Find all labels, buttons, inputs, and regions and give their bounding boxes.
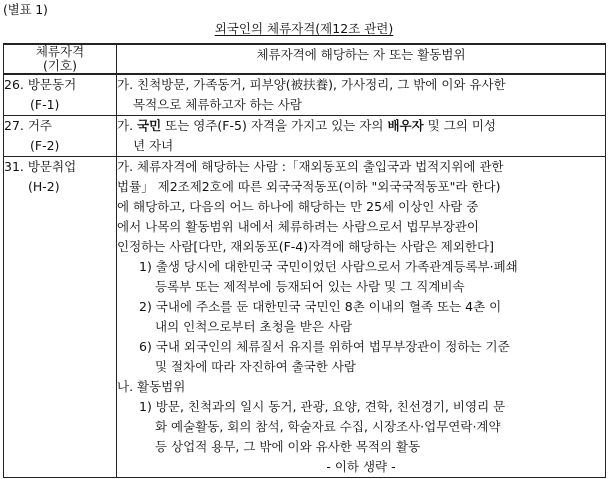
status-cell-31 — [4, 157, 117, 478]
document-title — [0, 19, 608, 37]
scope-26-line2: 목적으로 체류하고자 하는 사람 — [133, 97, 302, 112]
table-row-26 — [4, 74, 606, 116]
annex-label: (별표 1) — [3, 2, 48, 17]
table-row-27 — [4, 116, 606, 157]
scope-cell-31 — [117, 157, 606, 478]
scope-31-item6-line1: 6) 국내 외국인의 체류질서 유지를 위하여 법무부장관이 정하는 기준 — [139, 339, 510, 354]
scope-cell-27 — [117, 116, 606, 157]
scope-31-activity-line1: 1) 방문, 친척과의 일시 동거, 관광, 요양, 견학, 친선경기, 비영리 문 — [139, 399, 506, 414]
table-header-row — [4, 44, 606, 74]
header-status-line2: (기호) — [43, 58, 77, 73]
omitted-note: - 이하 생략 - — [326, 459, 396, 474]
scope-27-prefix: 가. — [117, 118, 138, 133]
status-code-27: (F-2) — [30, 138, 60, 153]
scope-31-line2: 법률」 제2조제2호에 따른 외국국적동포(이하 "외국국적동포"라 한다) — [117, 179, 501, 194]
scope-26-line1: 가. 친척방문, 가족동거, 피부양(被扶養), 가사정리, 그 밖에 이와 유사한 — [117, 77, 506, 92]
scope-31-item2-line1: 2) 국내에 주소를 둔 대한민국 국민인 8촌 이내의 혈족 또는 4촌 이 — [139, 299, 502, 314]
header-status-line1: 체류자격 — [35, 44, 85, 59]
scope-31-item1-line1: 1) 출생 당시에 대한민국 국민이었던 사람으로서 가족관계등록부·폐쇄 — [139, 259, 518, 274]
scope-27-bold-spouse: 배우자 — [387, 118, 424, 133]
status-name-26: 26. 방문동거 — [4, 77, 77, 92]
scope-31-activity-heading: 나. 활동범위 — [117, 379, 186, 394]
header-scope: 체류자격에 해당하는 자 또는 활동범위 — [117, 44, 606, 74]
scope-cell-26 — [117, 74, 606, 116]
table-row-31 — [4, 157, 606, 478]
scope-31-activity-line3: 등 상업적 용무, 그 밖에 이와 유사한 목적의 활동 — [155, 439, 421, 454]
scope-27-line2: 년 자녀 — [133, 138, 174, 153]
status-name-31: 31. 방문취업 — [4, 159, 77, 174]
status-code-26: (F-1) — [30, 97, 60, 112]
scope-31-item6-line2: 및 절차에 따라 자진하여 출국한 사람 — [155, 359, 356, 374]
status-cell-27 — [4, 116, 117, 157]
scope-31-line1: 가. 체류자격에 해당하는 사람 :「재외동포의 출입국과 법적지위에 관한 — [117, 159, 504, 174]
scope-31-activity-line2: 화 예술활동, 회의 참석, 학술자료 수집, 시장조사·업무연락·계약 — [155, 419, 501, 434]
scope-31-item1-line2: 등록부 또는 제적부에 등재되어 있는 사람 및 그 직계비속 — [155, 279, 465, 294]
scope-31-line4: 에서 나목의 활동범위 내에서 체류하려는 사람으로서 법무부장관이 — [117, 219, 479, 234]
scope-27-bold-citizen: 국민 — [137, 118, 162, 133]
scope-31-line5: 인정하는 사람[다만, 재외동포(F-4)자격에 해당하는 사람은 제외한다] — [117, 239, 494, 254]
scope-31-item2-line2: 내의 인척으로부터 초청을 받은 사람 — [155, 319, 353, 334]
scope-27-end: 및 그의 미성 — [423, 118, 496, 133]
scope-27-line1 — [117, 116, 605, 136]
residence-status-table — [3, 43, 606, 478]
status-cell-26 — [4, 74, 117, 116]
status-code-31: (H-2) — [28, 179, 60, 194]
header-status — [4, 44, 117, 74]
status-name-27: 27. 거주 — [4, 118, 53, 133]
document-title-text: 외국인의 체류자격(제12조 관련) — [214, 21, 394, 36]
scope-31-line3: 에 해당하고, 다음의 어느 하나에 해당하는 만 25세 이상인 사람 중 — [117, 199, 479, 214]
scope-27-mid: 또는 영주(F-5) 자격을 가지고 있는 자의 — [161, 118, 388, 133]
